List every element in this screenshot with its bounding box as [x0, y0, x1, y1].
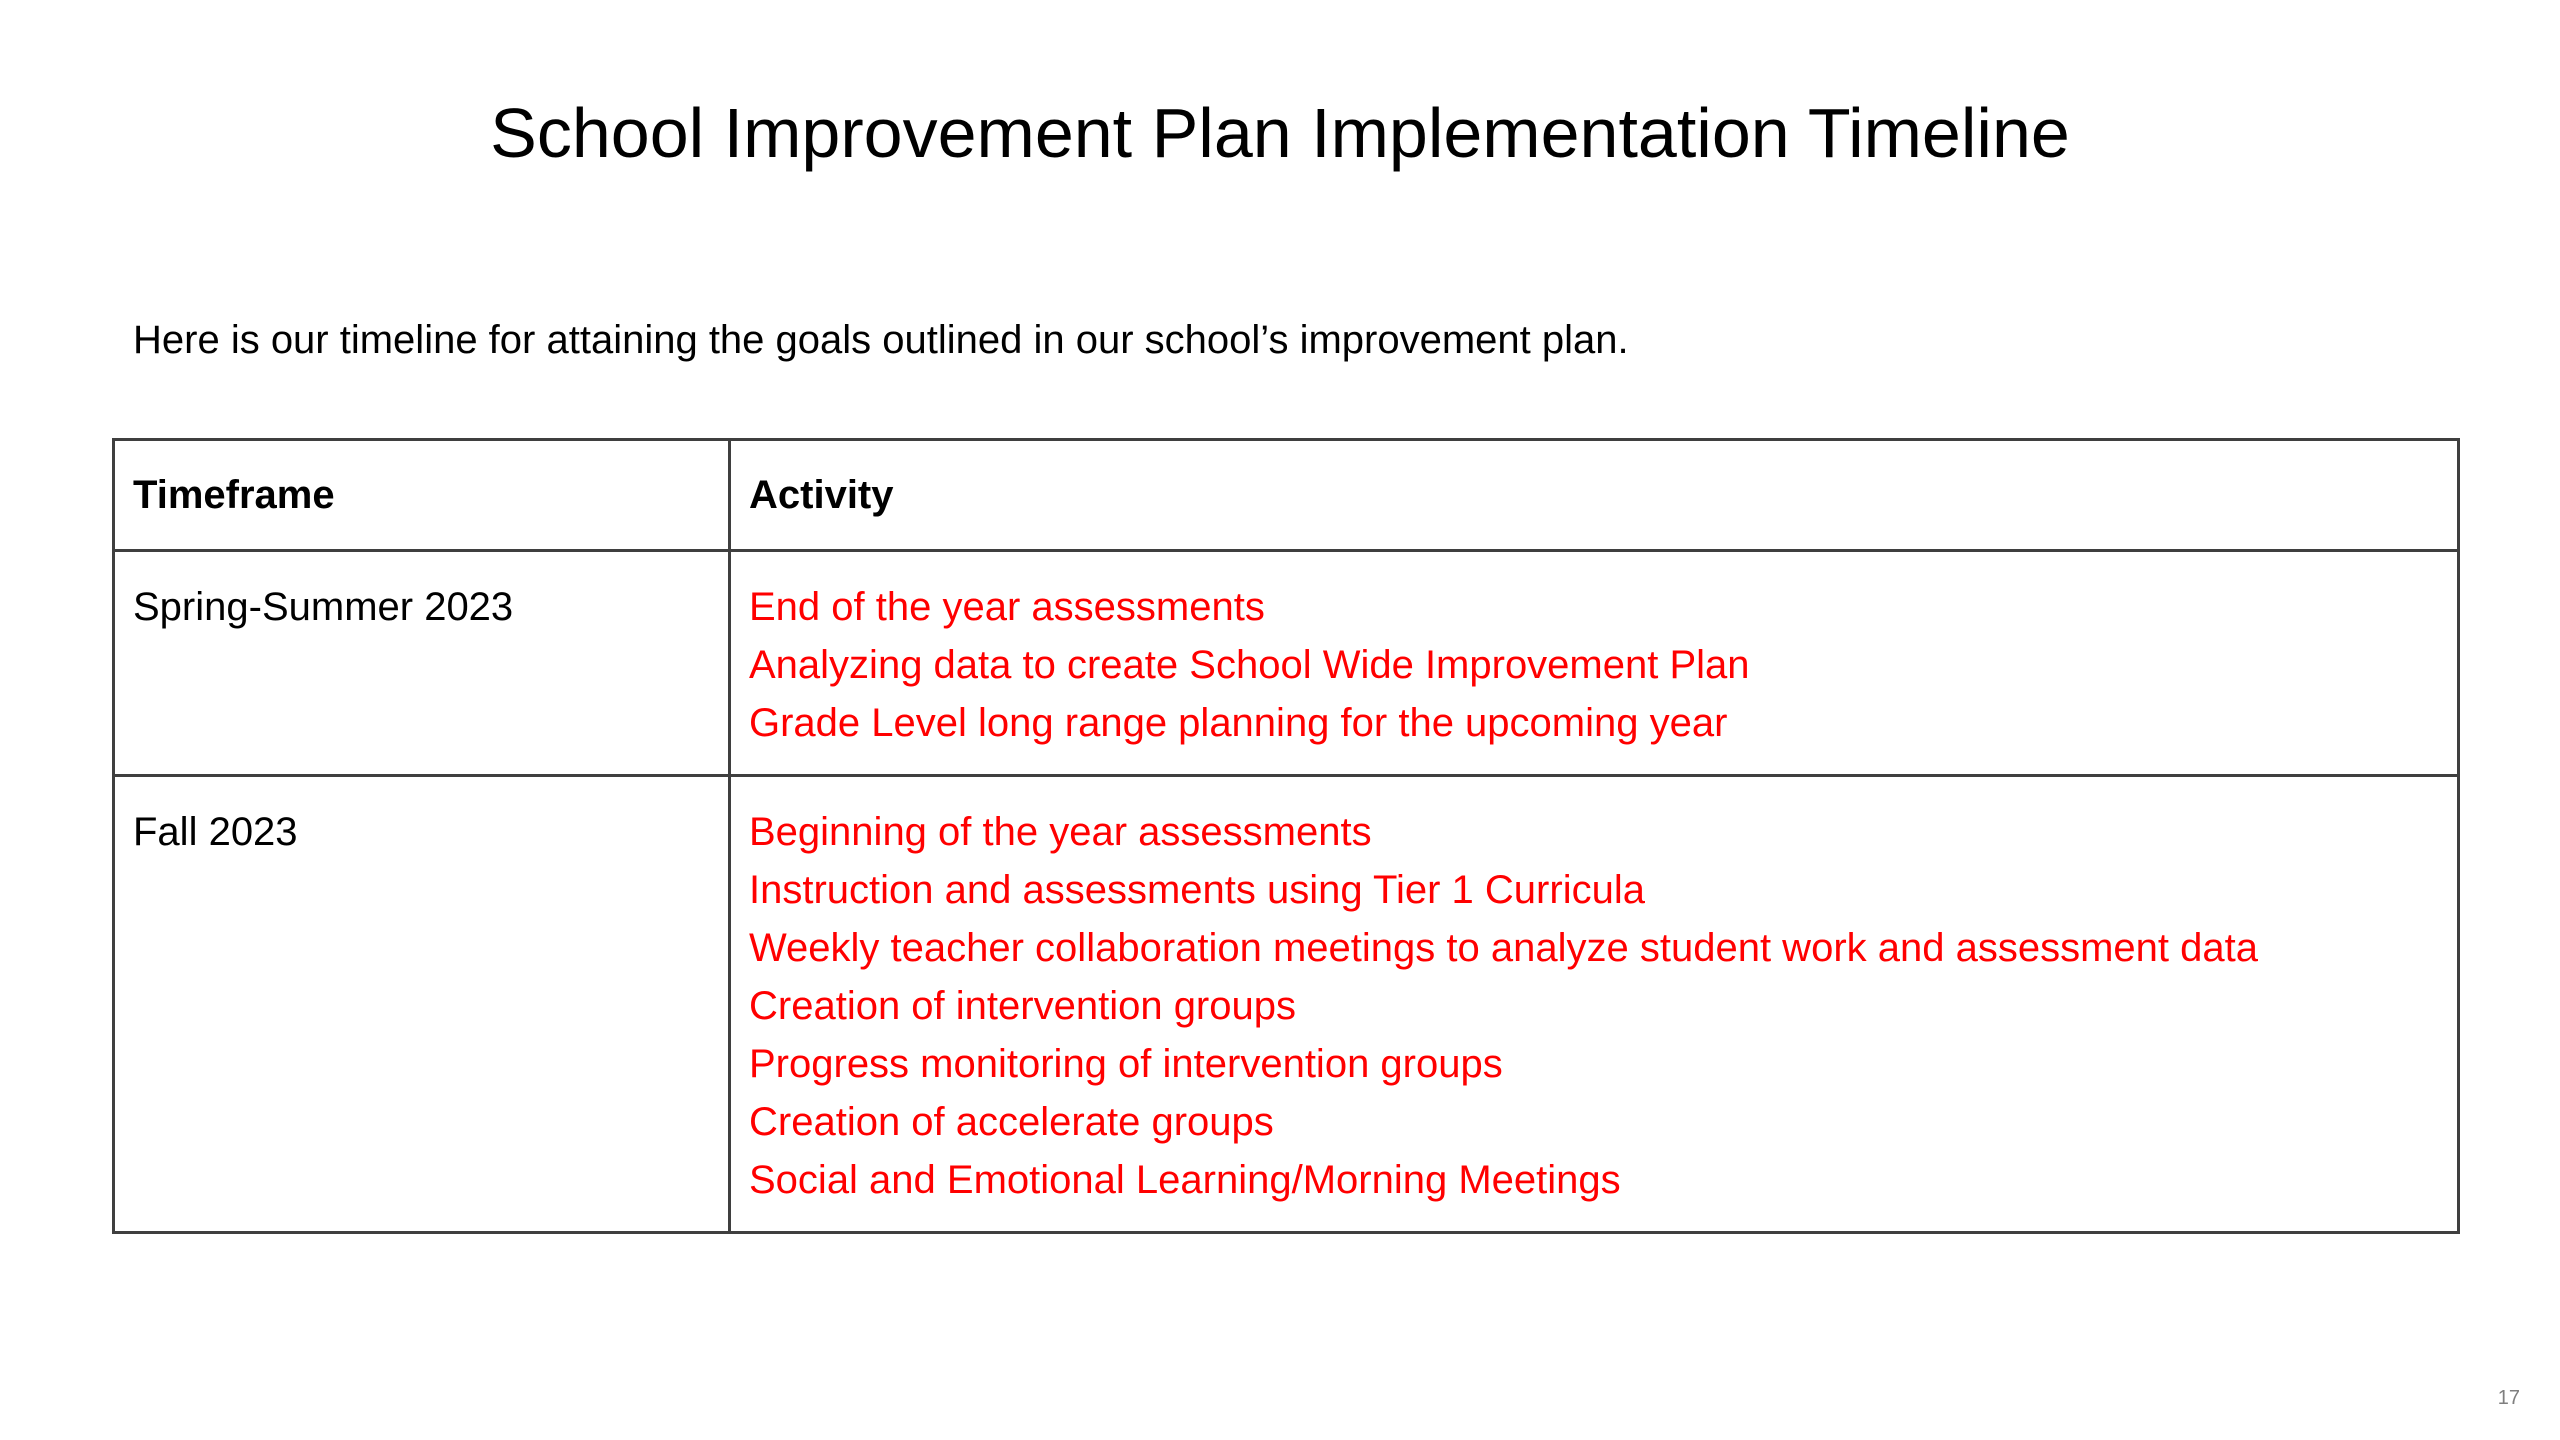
timeframe-cell: Fall 2023 [114, 776, 730, 1233]
activity-list [749, 578, 2439, 752]
activity-item: Creation of accelerate groups [749, 1100, 1274, 1144]
activity-item: Progress monitoring of intervention groups [749, 1042, 1503, 1086]
activity-item: Beginning of the year assessments [749, 810, 1372, 854]
activity-item: Weekly teacher collaboration meetings to analyze student work and assessment data [749, 926, 2258, 970]
page-title: School Improvement Plan Implementation Timeline [490, 93, 2070, 172]
activity-item: Creation of intervention groups [749, 984, 1296, 1028]
timeframe-cell: Spring-Summer 2023 [114, 551, 730, 776]
activity-cell [730, 776, 2459, 1233]
activity-item: Social and Emotional Learning/Morning Meetings [749, 1158, 1621, 1202]
activity-item: Instruction and assessments using Tier 1 Curricula [749, 868, 1645, 912]
activity-item: Analyzing data to create School Wide Improvement Plan [749, 643, 1750, 687]
timeline-table [112, 438, 2460, 1234]
activity-cell [730, 551, 2459, 776]
activity-item: End of the year assessments [749, 585, 1265, 629]
table-header-row [114, 440, 2459, 551]
page-number: 17 [2497, 1387, 2520, 1409]
activity-header: Activity [730, 440, 2459, 551]
table-row [114, 776, 2459, 1233]
table-row [114, 551, 2459, 776]
timeframe-header: Timeframe [114, 440, 730, 551]
activity-item: Grade Level long range planning for the upcoming year [749, 701, 1728, 745]
intro-text: Here is our timeline for attaining the goals outlined in our school’s improvement plan. [133, 318, 1629, 362]
activity-list [749, 803, 2439, 1209]
